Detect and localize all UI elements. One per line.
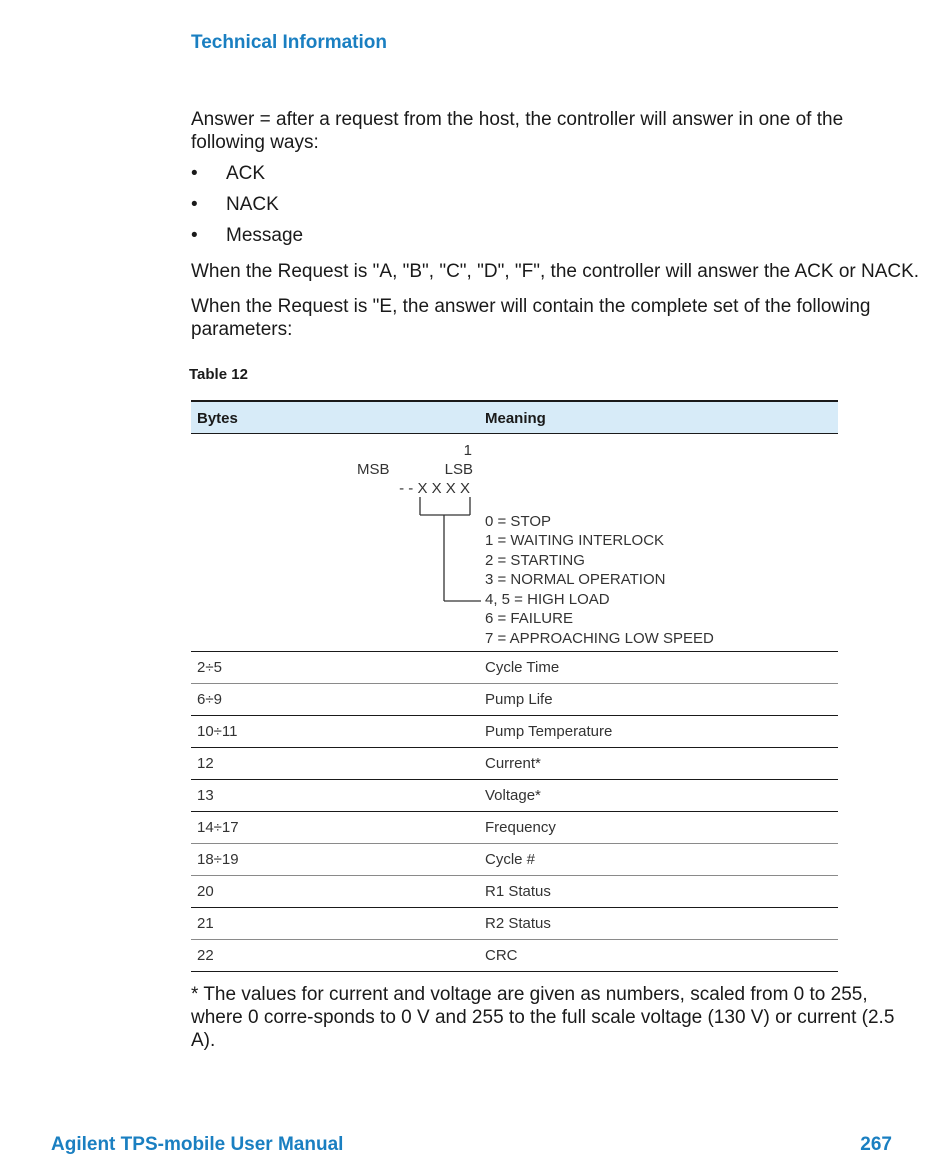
table-row	[191, 812, 838, 844]
state-item: 7 = APPROACHING LOW SPEED	[485, 630, 714, 647]
bytes-cell: 22	[197, 947, 214, 964]
table-caption: Table 12	[189, 366, 248, 383]
bytes-cell: 12	[197, 755, 214, 772]
header-meaning: Meaning	[485, 410, 546, 427]
bullet-icon: •	[191, 225, 198, 246]
status-byte-row	[191, 434, 838, 652]
table-row	[191, 940, 838, 972]
meaning-cell: CRC	[485, 947, 518, 964]
bytes-cell: 13	[197, 787, 214, 804]
diagram-lsb-label: LSB	[444, 461, 473, 478]
table-row	[191, 780, 838, 812]
table-row	[191, 652, 838, 684]
state-item: 3 = NORMAL OPERATION	[485, 571, 666, 588]
answer-paragraph: Answer = after a request from the host, the controller will answer in one of the following ways:	[191, 109, 844, 153]
list-item: • Message	[191, 222, 303, 253]
parameters-table	[191, 400, 838, 972]
state-item: 6 = FAILURE	[485, 610, 573, 627]
list-item: • ACK	[191, 160, 303, 191]
request-ack-paragraph: When the Request is "A, "B", "C", "D", "F", the controller will answer the ACK or NACK.	[191, 261, 920, 282]
meaning-cell: Current*	[485, 755, 541, 772]
bytes-cell: 14÷17	[197, 819, 239, 836]
bytes-cell: 6÷9	[197, 691, 222, 708]
list-item: • NACK	[191, 191, 303, 222]
bytes-cell: 2÷5	[197, 659, 222, 676]
bullet-icon: •	[191, 194, 198, 215]
state-list	[485, 513, 714, 647]
state-item: 1 = WAITING INTERLOCK	[485, 532, 665, 549]
table-header	[191, 400, 838, 434]
meaning-cell: Frequency	[485, 819, 556, 836]
answer-list	[191, 160, 303, 253]
meaning-cell: Cycle Time	[485, 659, 560, 676]
meaning-cell: Voltage*	[485, 787, 541, 804]
bytes-cell: 20	[197, 883, 214, 900]
meaning-cell: Pump Life	[485, 691, 553, 708]
table-row	[191, 684, 838, 716]
bytes-cell: 10÷11	[197, 723, 238, 740]
state-item: 0 = STOP	[485, 513, 552, 530]
meaning-cell: Cycle #	[485, 851, 536, 868]
state-item: 4, 5 = HIGH LOAD	[485, 591, 610, 608]
bytes-cell: 18÷19	[197, 851, 239, 868]
state-item: 2 = STARTING	[485, 552, 585, 569]
request-e-paragraph: When the Request is "E, the answer will contain the complete set of the following parameters:	[191, 296, 871, 340]
meaning-cell: R2 Status	[485, 915, 551, 932]
section-header: Technical Information	[191, 32, 388, 53]
footnote: * The values for current and voltage are given as numbers, scaled from 0 to 255, where 0 corre-sponds to 0 V and 255 to the full scale voltage (130 V) or current (2.5 A).	[191, 984, 895, 1051]
table-row	[191, 748, 838, 780]
footer-manual-title: Agilent TPS-mobile User Manual	[51, 1134, 344, 1155]
header-bytes: Bytes	[197, 410, 238, 427]
diagram-top-number: 1	[463, 442, 472, 459]
page-number: 267	[860, 1134, 892, 1155]
table-row	[191, 876, 838, 908]
bit-bracket-lines	[420, 497, 481, 601]
table-row	[191, 908, 838, 940]
meaning-cell: Pump Temperature	[485, 723, 613, 740]
bullet-icon: •	[191, 163, 198, 184]
table-row	[191, 844, 838, 876]
bytes-cell: 21	[197, 915, 214, 932]
diagram-bits: - - X X X X	[399, 480, 470, 497]
table-row	[191, 716, 838, 748]
meaning-cell: R1 Status	[485, 883, 551, 900]
status-bit-diagram	[191, 434, 838, 651]
diagram-msb-label: MSB	[357, 461, 390, 478]
